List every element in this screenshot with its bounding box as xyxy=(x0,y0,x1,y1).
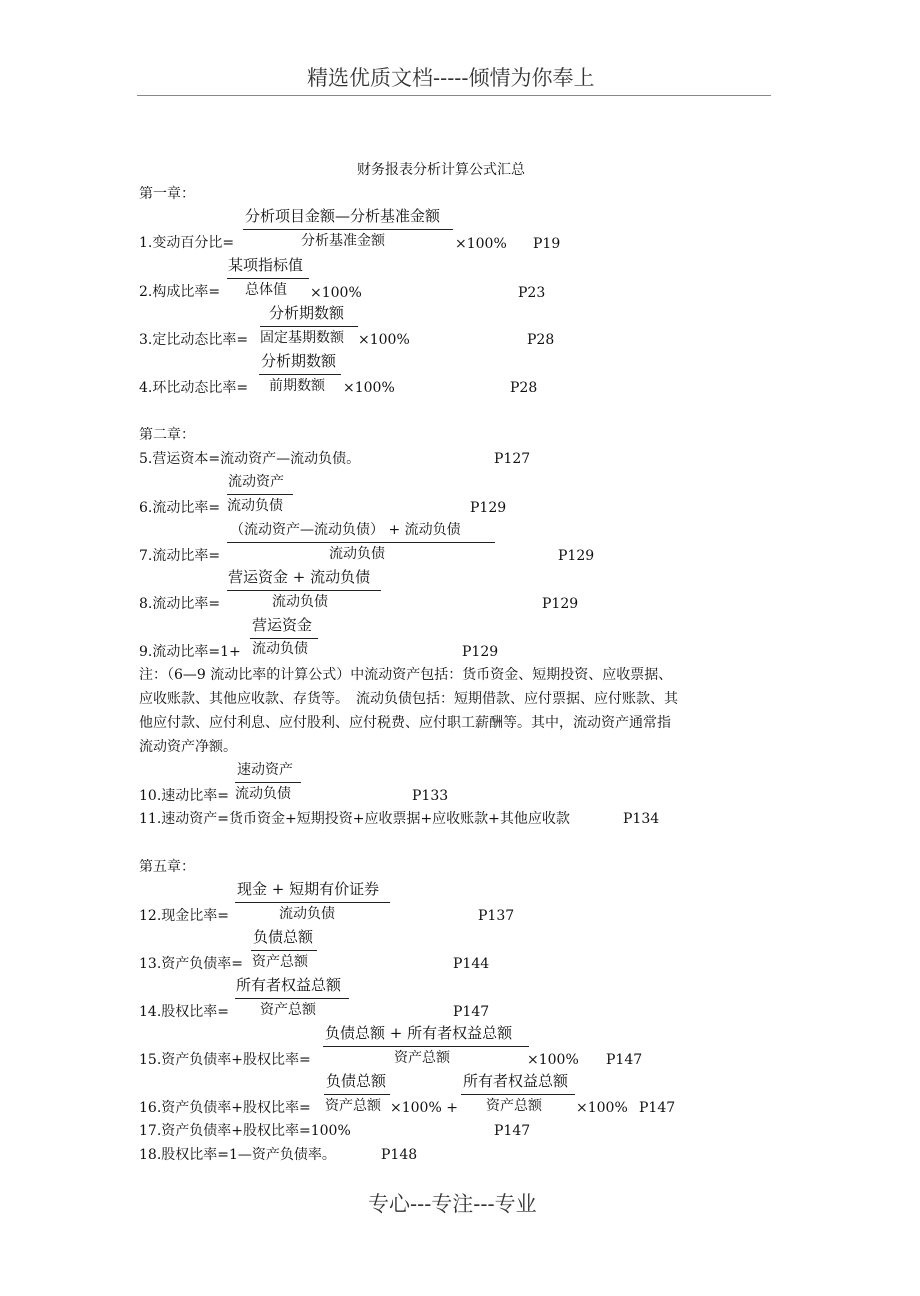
f12-numerator: 现金 + 短期有价证券 xyxy=(237,880,380,898)
f6-numerator: 流动资产 xyxy=(228,474,284,490)
f2-label: 2.构成比率= xyxy=(139,284,221,300)
f17-formula: 17.资产负债率+股权比率=100% xyxy=(139,1123,351,1139)
f9-page-ref: P129 xyxy=(462,644,499,660)
f18-page-ref: P148 xyxy=(381,1147,418,1163)
f9-label: 9.流动比率=1+ xyxy=(139,644,241,660)
f4-label: 4.环比动态比率= xyxy=(139,380,249,396)
chapter-5-heading: 第五章： xyxy=(139,859,195,875)
f12-denominator: 流动负债 xyxy=(279,906,335,922)
f3-denominator: 固定基期数额 xyxy=(260,330,344,346)
f1-fraction-bar xyxy=(243,229,453,230)
f4-fraction-bar xyxy=(259,374,341,375)
note-line-2: 应收账款、其他应收款、存货等。 流动负债包括：短期借款、应付票据、应付账款、其 xyxy=(139,691,678,707)
f4-multiplier: ×100% xyxy=(343,380,395,396)
f8-denominator: 流动负债 xyxy=(272,594,328,610)
f11-page-ref: P134 xyxy=(623,811,660,827)
page-footer: 专心---专注---专业 xyxy=(368,1192,537,1216)
f13-fraction-bar xyxy=(251,950,317,951)
f16-numerator-1: 负债总额 xyxy=(326,1072,387,1090)
f7-label: 7.流动比率= xyxy=(139,548,221,564)
f13-label: 13.资产负债率= xyxy=(139,956,243,972)
f3-multiplier: ×100% xyxy=(358,332,410,348)
f16-denominator-2: 资产总额 xyxy=(486,1098,542,1114)
f10-denominator: 流动负债 xyxy=(235,786,291,802)
f7-page-ref: P129 xyxy=(558,548,595,564)
f16-fraction-bar-2 xyxy=(461,1094,575,1095)
f2-fraction-bar xyxy=(227,278,309,279)
f1-denominator: 分析基准金额 xyxy=(301,233,385,249)
f13-page-ref: P144 xyxy=(453,956,490,972)
f16-label: 16.资产负债率+股权比率= xyxy=(139,1100,311,1116)
f11-formula: 11.速动资产=货币资金+短期投资+应收票据+应收账款+其他应收款 xyxy=(139,811,570,827)
f14-fraction-bar xyxy=(235,998,349,999)
f8-page-ref: P129 xyxy=(542,596,579,612)
f7-numerator: （流动资产—流动负债） + 流动负债 xyxy=(230,522,461,538)
f3-page-ref: P28 xyxy=(527,332,555,348)
f15-page-ref: P147 xyxy=(606,1052,643,1068)
f9-denominator: 流动负债 xyxy=(252,641,308,657)
note-line-3: 他应付款、应付利息、应付股利、应付税费、应付职工薪酬等。其中，流动资产通常指 xyxy=(139,715,671,731)
f6-denominator: 流动负债 xyxy=(227,498,283,514)
f15-numerator: 负债总额 + 所有者权益总额 xyxy=(325,1024,513,1042)
f6-page-ref: P129 xyxy=(470,500,507,516)
f3-numerator: 分析期数额 xyxy=(269,304,345,322)
f10-label: 10.速动比率= xyxy=(139,788,229,804)
f17-page-ref: P147 xyxy=(494,1123,531,1139)
f16-denominator-1: 资产总额 xyxy=(325,1098,381,1114)
header-rule xyxy=(137,95,771,96)
f13-numerator: 负债总额 xyxy=(253,928,314,946)
f2-page-ref: P23 xyxy=(518,285,546,301)
f2-denominator: 总体值 xyxy=(245,282,287,298)
f10-page-ref: P133 xyxy=(412,788,449,804)
f16-numerator-2: 所有者权益总额 xyxy=(463,1072,569,1090)
f14-page-ref: P147 xyxy=(453,1004,490,1020)
f4-denominator: 前期数额 xyxy=(269,378,325,394)
f2-multiplier: ×100% xyxy=(310,285,362,301)
f3-label: 3.定比动态比率= xyxy=(139,332,249,348)
f15-label: 15.资产负债率+股权比率= xyxy=(139,1052,311,1068)
f6-label: 6.流动比率= xyxy=(139,500,221,516)
f18-formula: 18.股权比率=1—资产负债率。 xyxy=(139,1147,336,1163)
f14-numerator: 所有者权益总额 xyxy=(236,976,342,994)
f6-fraction-bar xyxy=(227,494,293,495)
f2-numerator: 某项指标值 xyxy=(228,256,304,274)
f1-page-ref: P19 xyxy=(533,236,561,252)
f8-fraction-bar xyxy=(227,590,381,591)
note-line-4: 流动资产净额。 xyxy=(139,739,237,755)
chapter-1-heading: 第一章： xyxy=(139,186,195,202)
f10-numerator: 速动资产 xyxy=(237,762,293,778)
f7-denominator: 流动负债 xyxy=(329,546,385,562)
f16-multiplier-2: ×100% xyxy=(576,1100,628,1116)
f16-fraction-bar-1 xyxy=(324,1094,390,1095)
f7-fraction-bar xyxy=(227,542,495,543)
f14-label: 14.股权比率= xyxy=(139,1004,229,1020)
f12-label: 12.现金比率= xyxy=(139,908,229,924)
f16-page-ref: P147 xyxy=(639,1100,676,1116)
f15-fraction-bar xyxy=(323,1046,529,1047)
f15-denominator: 资产总额 xyxy=(394,1050,450,1066)
chapter-2-heading: 第二章： xyxy=(139,427,195,443)
f3-fraction-bar xyxy=(260,326,358,327)
f5-page-ref: P127 xyxy=(494,451,531,467)
f1-multiplier: ×100% xyxy=(455,236,507,252)
document-title: 财务报表分析计算公式汇总 xyxy=(357,162,525,178)
f9-fraction-bar xyxy=(250,638,318,639)
note-line-1: 注：（6—9 流动比率的计算公式）中流动资产包括：货币资金、短期投资、应收票据、 xyxy=(139,667,673,683)
f10-fraction-bar xyxy=(235,782,301,783)
f15-multiplier: ×100% xyxy=(527,1052,579,1068)
f13-denominator: 资产总额 xyxy=(252,954,308,970)
f4-numerator: 分析期数额 xyxy=(261,352,337,370)
f9-numerator: 营运资金 xyxy=(252,616,313,634)
f4-page-ref: P28 xyxy=(510,380,538,396)
f8-label: 8.流动比率= xyxy=(139,596,221,612)
f14-denominator: 资产总额 xyxy=(260,1002,316,1018)
f1-label: 1.变动百分比= xyxy=(139,235,235,251)
f1-numerator: 分析项目金额—分析基准金额 xyxy=(245,207,441,225)
page-header: 精选优质文档-----倾情为你奉上 xyxy=(307,66,595,90)
f12-page-ref: P137 xyxy=(478,908,515,924)
f8-numerator: 营运资金 + 流动负债 xyxy=(228,568,371,586)
f16-multiplier-1: ×100% + xyxy=(390,1100,458,1116)
f5-formula: 5.营运资本=流动资产—流动负债。 xyxy=(139,451,361,467)
f12-fraction-bar xyxy=(235,902,390,903)
